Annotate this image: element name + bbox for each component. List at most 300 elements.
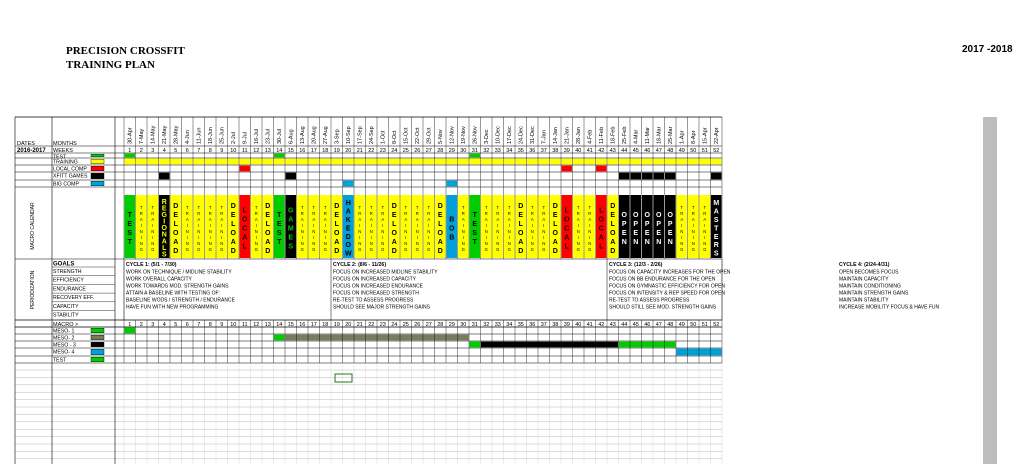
macro-week-number: 16 xyxy=(299,322,306,328)
cycle-goal-text: MAINTAIN CAPACITY xyxy=(839,276,889,283)
week-number: 33 xyxy=(494,148,501,154)
week-block-letter: I xyxy=(152,235,154,241)
macro-week-number: 21 xyxy=(356,322,363,328)
calendar-cell-filled xyxy=(654,159,665,165)
week-date-label: 11-Jun xyxy=(196,127,203,144)
week-block-letter: D xyxy=(610,247,616,255)
week-block-letter: D xyxy=(610,202,616,210)
macro-week-number: 48 xyxy=(667,322,674,328)
cycle-goal-text: SHOULD SEE MAJOR STRENGTH GAINS xyxy=(333,304,430,311)
week-block-letter: I xyxy=(313,235,315,241)
week-block-letter: A xyxy=(173,238,179,246)
week-block-letter: G xyxy=(358,247,362,253)
legend-swatch xyxy=(91,173,104,179)
week-block-letter: E xyxy=(161,205,167,213)
week-block-letter: E xyxy=(610,211,616,219)
meso-row-label: MESO - 3 xyxy=(53,342,76,349)
week-block-letter: D xyxy=(173,202,179,210)
week-number: 48 xyxy=(667,148,674,154)
week-block-letter: N xyxy=(208,229,212,235)
week-block-letter: G xyxy=(703,247,707,253)
week-number: 25 xyxy=(402,148,409,154)
week-block-letter: N xyxy=(220,229,224,235)
week-date-label: 6-Aug xyxy=(288,129,295,144)
week-block-letter: D xyxy=(334,202,340,210)
week-block-letter: I xyxy=(462,235,464,241)
cycle-goal-text: BASELINE WODS / STRENGTH / ENDURANCE xyxy=(126,297,235,304)
macro-week-number: 15 xyxy=(287,322,294,328)
week-block-letter: L xyxy=(564,207,569,215)
week-block-letter: I xyxy=(681,235,683,241)
week-block-letter: T xyxy=(277,211,282,219)
week-block-letter: D xyxy=(265,247,271,255)
week-date-label: 27-Aug xyxy=(323,126,329,144)
legend-swatch xyxy=(91,349,104,355)
week-block-letter: A xyxy=(381,217,385,223)
week-block-letter: N xyxy=(185,229,189,235)
macro-week-number: 50 xyxy=(690,322,697,328)
week-block-letter: I xyxy=(209,223,211,229)
week-block-letter: E xyxy=(621,229,627,237)
week-block-letter: G xyxy=(254,247,258,253)
week-block-letter: M xyxy=(287,225,294,233)
macro-week-number: 6 xyxy=(185,322,189,328)
week-date-label: 18-Feb xyxy=(610,126,617,144)
week-block-letter: I xyxy=(140,223,142,229)
week-block-letter: G xyxy=(404,247,408,253)
week-date-label: 11-Feb xyxy=(599,126,605,144)
week-date-label: 17-Dec xyxy=(507,126,513,144)
calendar-cell-filled xyxy=(550,159,561,165)
macro-week-number: 43 xyxy=(609,322,616,328)
week-block-letter: T xyxy=(576,205,580,211)
week-block-letter: N xyxy=(461,241,465,247)
calendar-cell-filled xyxy=(619,159,630,165)
week-date-label: 10-Sep xyxy=(346,126,352,144)
calendar-cell-filled xyxy=(378,159,389,165)
goal-label: EFFICIENCY xyxy=(53,277,84,284)
week-block-letter: N xyxy=(323,229,327,235)
week-block-letter: I xyxy=(163,218,166,226)
legend-swatch xyxy=(91,357,104,362)
week-block-letter: S xyxy=(276,229,282,237)
week-block-letter: D xyxy=(334,247,340,255)
week-date-label: 3-Dec xyxy=(484,129,490,144)
week-block-letter: G xyxy=(369,247,373,253)
cycle-goal-text: FOCUS ON INCREASED ENDURANCE xyxy=(333,283,424,290)
calendar-cell-filled xyxy=(424,159,435,165)
macro-week-number: 33 xyxy=(494,322,501,328)
macro-week-number: 3 xyxy=(151,322,155,328)
week-date-label: 15-Apr xyxy=(702,127,709,144)
column-scroll-gutter xyxy=(983,117,997,464)
calendar-cell-filled xyxy=(711,173,722,180)
legend-swatch xyxy=(91,154,104,157)
week-block-letter: N xyxy=(656,238,662,246)
cycle-title: CYCLE 2: (8/6 - 11/26) xyxy=(333,262,387,268)
cycle-title: CYCLE 4: (2/24-4/31) xyxy=(839,262,890,268)
week-block-letter: E xyxy=(276,220,282,228)
week-number: 29 xyxy=(448,148,455,154)
macro-week-number: 36 xyxy=(529,322,536,328)
meso-bar xyxy=(124,328,135,334)
legend-swatch xyxy=(91,342,104,347)
week-block-letter: G xyxy=(427,247,431,253)
week-block-letter: I xyxy=(681,223,683,229)
week-date-label: 25-Jun xyxy=(219,127,226,144)
week-block-letter: N xyxy=(530,241,534,247)
week-block-letter: I xyxy=(462,223,464,229)
week-block-letter: N xyxy=(220,241,224,247)
macro-week-number: 18 xyxy=(322,322,329,328)
week-number: 36 xyxy=(529,148,536,154)
week-block-letter: N xyxy=(312,241,316,247)
meso-row-label: MESO- 4 xyxy=(53,349,75,356)
week-block-letter: N xyxy=(415,229,419,235)
week-block-letter: R xyxy=(680,211,684,217)
week-block-letter: O xyxy=(334,229,340,237)
macro-week-number: 37 xyxy=(540,322,547,328)
week-block-letter: A xyxy=(437,238,443,246)
week-block-letter: T xyxy=(197,205,201,211)
week-block-letter: A xyxy=(598,234,604,242)
calendar-cell-filled xyxy=(205,159,216,165)
macro-week-number: 31 xyxy=(471,322,478,328)
week-block-letter: A xyxy=(427,217,431,223)
week-block-letter: E xyxy=(713,233,719,241)
cycle-goal-text: MAINTAIN CONDITIONING xyxy=(839,283,901,290)
week-block-letter: N xyxy=(208,241,212,247)
macro-week-number: 39 xyxy=(563,322,570,328)
week-block-letter: E xyxy=(656,229,662,237)
week-block-letter: D xyxy=(552,247,558,255)
week-block-letter: R xyxy=(691,211,695,217)
calendar-cell-filled xyxy=(585,159,596,165)
week-number: 5 xyxy=(174,148,178,154)
week-block-letter: A xyxy=(484,217,488,223)
week-block-letter: R xyxy=(300,211,304,217)
cycle-goal-text: FOCUS ON INCREASED CAPACITY xyxy=(333,276,416,283)
week-block-letter: I xyxy=(359,235,361,241)
calendar-cell-filled xyxy=(665,173,676,180)
week-date-label: 21-May xyxy=(162,125,168,144)
week-block-letter: I xyxy=(508,235,510,241)
macro-week-number: 19 xyxy=(333,322,340,328)
calendar-row-label: TRAINING xyxy=(53,159,78,166)
week-block-letter: G xyxy=(496,247,500,253)
week-number: 32 xyxy=(483,148,490,154)
calendar-cell-filled xyxy=(401,159,412,165)
week-block-letter: R xyxy=(161,198,167,206)
week-block-letter: I xyxy=(543,223,545,229)
week-number: 16 xyxy=(299,148,306,154)
macro-week-number: 7 xyxy=(197,322,201,328)
week-date-label: 30-Apr xyxy=(127,127,134,144)
week-block-letter: T xyxy=(312,205,316,211)
week-block-letter: L xyxy=(231,220,236,228)
week-number: 31 xyxy=(471,148,478,154)
week-block-letter: O xyxy=(644,211,650,219)
meso-row-label: TEST xyxy=(53,357,67,364)
week-date-label: 9-Jul xyxy=(242,132,249,144)
week-block-letter: N xyxy=(254,241,258,247)
week-block-letter: R xyxy=(507,211,511,217)
week-block-letter: A xyxy=(151,217,155,223)
calendar-cell-filled xyxy=(343,181,354,187)
macro-week-number: 25 xyxy=(402,322,409,328)
calendar-cell-filled xyxy=(159,159,170,165)
macro-week-number: 42 xyxy=(598,322,605,328)
week-block-letter: T xyxy=(185,205,189,211)
week-block-letter: O xyxy=(598,216,604,224)
week-block-letter: A xyxy=(461,217,465,223)
calendar-row-label: BIG COMP xyxy=(53,181,79,188)
week-block-letter: G xyxy=(484,247,488,253)
macro-week-number: 52 xyxy=(713,322,720,328)
calendar-cell-filled xyxy=(642,173,653,180)
week-block-letter: E xyxy=(644,229,650,237)
calendar-cell-filled xyxy=(677,159,688,165)
week-block-letter: T xyxy=(127,211,132,219)
week-block-letter: I xyxy=(428,235,430,241)
week-block-letter: N xyxy=(542,229,546,235)
week-date-label: 4-Mar xyxy=(633,129,640,144)
calendar-cell-filled xyxy=(194,159,205,165)
macro-week-number: 20 xyxy=(345,322,352,328)
calendar-cell-filled xyxy=(608,159,619,165)
week-block-letter: N xyxy=(703,241,707,247)
calendar-cell-filled xyxy=(654,173,665,180)
legend-swatch xyxy=(91,166,104,171)
week-block-letter: I xyxy=(543,235,545,241)
week-block-letter: N xyxy=(185,241,189,247)
week-block-letter: R xyxy=(185,211,189,217)
week-block-letter: R xyxy=(484,211,488,217)
week-block-letter: A xyxy=(369,217,373,223)
week-block-letter: E xyxy=(437,211,443,219)
week-block-letter: N xyxy=(496,241,500,247)
week-number: 27 xyxy=(425,148,432,154)
week-number: 50 xyxy=(690,148,697,154)
week-block-letter: N xyxy=(588,229,592,235)
week-block-letter: D xyxy=(391,202,397,210)
week-block-letter: O xyxy=(449,225,455,233)
macro-week-number: 8 xyxy=(208,322,212,328)
week-number: 1 xyxy=(128,148,132,154)
macro-week-number: 2 xyxy=(139,322,143,328)
week-block-letter: R xyxy=(220,211,224,217)
week-number: 39 xyxy=(563,148,570,154)
calendar-cell-filled xyxy=(573,159,584,165)
calendar-cell-filled xyxy=(700,159,711,165)
macro-week-number: 34 xyxy=(506,322,513,328)
week-date-label: 11-Mar xyxy=(645,126,651,144)
week-block-letter: I xyxy=(497,223,499,229)
week-block-letter: I xyxy=(370,235,372,241)
calendar-cell-filled xyxy=(504,159,515,165)
week-number: 2 xyxy=(139,148,143,154)
week-block-letter: A xyxy=(564,234,570,242)
week-block-letter: P xyxy=(621,220,627,228)
week-block-letter: R xyxy=(208,211,212,217)
calendar-cell-filled xyxy=(527,159,538,165)
week-block-letter: T xyxy=(680,205,684,211)
week-block-letter: R xyxy=(713,242,719,250)
plan-year: 2017 -2018 xyxy=(962,44,1013,55)
week-block-letter: L xyxy=(162,244,167,252)
week-block-letter: A xyxy=(610,238,616,246)
calendar-row-label: XFITT GAMES xyxy=(53,173,88,180)
week-block-letter: G xyxy=(312,247,316,253)
week-block-letter: A xyxy=(288,216,294,224)
week-block-letter: R xyxy=(588,211,592,217)
week-date-label: 18-Jun xyxy=(208,127,214,144)
week-date-label: 7-May xyxy=(139,128,145,144)
week-block-letter: C xyxy=(598,225,604,233)
macro-week-number: 51 xyxy=(701,322,708,328)
week-date-label: 15-Oct xyxy=(403,127,410,144)
calendar-cell-filled xyxy=(481,159,492,165)
week-date-label: 1-Apr xyxy=(679,130,686,144)
week-block-letter: I xyxy=(497,235,499,241)
week-date-label: 18-Mar xyxy=(656,126,663,144)
week-block-letter: E xyxy=(288,234,294,242)
week-number: 43 xyxy=(609,148,616,154)
week-block-letter: I xyxy=(405,235,407,241)
week-block-letter: I xyxy=(324,235,326,241)
week-number: 26 xyxy=(414,148,421,154)
week-block-letter: L xyxy=(334,220,339,228)
week-block-letter: O xyxy=(242,216,248,224)
meso-row-label: MESO- 1 xyxy=(53,328,75,335)
week-block-letter: N xyxy=(633,238,639,246)
week-block-letter: I xyxy=(301,223,303,229)
week-block-letter: G xyxy=(197,247,201,253)
week-block-letter: T xyxy=(139,205,143,211)
week-number: 9 xyxy=(220,148,224,154)
week-block-letter: T xyxy=(496,205,500,211)
calendar-cell-filled xyxy=(562,159,573,165)
week-block-letter: N xyxy=(484,241,488,247)
week-block-letter: N xyxy=(542,241,546,247)
cycle-goal-text: OPEN BECOMES FOCUS xyxy=(839,269,899,276)
week-block-letter: I xyxy=(382,235,384,241)
macro-week-number: 12 xyxy=(253,322,260,328)
week-block-letter: R xyxy=(427,211,431,217)
week-block-letter: O xyxy=(345,242,351,250)
week-block-letter: G xyxy=(139,247,143,253)
week-block-letter: R xyxy=(404,211,408,217)
calendar-cell-filled xyxy=(447,159,458,165)
months-label: MONTHS xyxy=(53,141,77,147)
week-block-letter: E xyxy=(633,229,639,237)
calendar-cell-filled xyxy=(159,173,170,180)
macro-week-number: 46 xyxy=(644,322,651,328)
calendar-cell-filled xyxy=(688,159,699,165)
selected-cell[interactable] xyxy=(335,374,352,382)
week-block-letter: O xyxy=(633,211,639,219)
week-block-letter: R xyxy=(197,211,201,217)
macro-week-number: 26 xyxy=(414,322,421,328)
week-block-letter: A xyxy=(358,217,362,223)
week-block-letter: D xyxy=(552,202,558,210)
macro-label: MACRO > xyxy=(53,322,79,328)
week-block-letter: D xyxy=(437,247,443,255)
week-block-letter: G xyxy=(680,247,684,253)
week-block-letter: I xyxy=(577,223,579,229)
week-block-letter: A xyxy=(552,238,558,246)
week-block-letter: A xyxy=(691,217,695,223)
week-block-letter: I xyxy=(324,223,326,229)
calendar-cell-filled xyxy=(412,159,423,165)
calendar-cell-filled xyxy=(125,159,136,165)
week-block-letter: O xyxy=(564,216,570,224)
week-date-label: 22-Oct xyxy=(415,127,421,144)
macro-week-number: 47 xyxy=(655,322,662,328)
week-date-label: 14-Jan xyxy=(553,127,559,144)
week-block-letter: N xyxy=(507,229,511,235)
week-block-letter: A xyxy=(496,217,500,223)
cycle-goal-text: RE-TEST TO ASSESS PROGRESS xyxy=(609,297,690,304)
macro-calendar-label: MACRO CALENDAR xyxy=(30,202,36,250)
week-block-letter: E xyxy=(230,211,236,219)
week-date-label: 1-Oct xyxy=(380,130,387,144)
week-block-letter: I xyxy=(405,223,407,229)
week-date-label: 4-Feb xyxy=(587,129,594,144)
week-block-letter: G xyxy=(415,247,419,253)
week-block-letter: L xyxy=(242,243,247,251)
cycle-goal-text: WORK TOWARDS MOD. STRENGTH GAINS xyxy=(126,283,229,290)
week-date-label: 29-Oct xyxy=(426,127,433,144)
week-block-letter: S xyxy=(127,229,133,237)
week-block-letter: O xyxy=(173,229,179,237)
week-block-letter: P xyxy=(667,220,673,228)
week-block-letter: A xyxy=(507,217,511,223)
week-date-label: 2-Jul xyxy=(231,132,237,144)
week-block-letter: T xyxy=(151,205,155,211)
week-date-label: 17-Sep xyxy=(357,126,364,144)
week-date-label: 10-Dec xyxy=(495,126,502,144)
week-number: 47 xyxy=(655,148,662,154)
macro-week-number: 32 xyxy=(483,322,490,328)
week-block-letter: N xyxy=(381,229,385,235)
week-date-label: 21-Jan xyxy=(564,127,571,144)
dates-label: DATES xyxy=(17,141,35,147)
week-block-letter: T xyxy=(542,205,546,211)
week-block-letter: C xyxy=(564,225,570,233)
goal-label: CAPACITY xyxy=(53,303,79,310)
week-block-letter: A xyxy=(185,217,189,223)
week-date-label: 25-Mar xyxy=(668,126,674,144)
week-block-letter: I xyxy=(704,235,706,241)
cycle-goal-text: SHOULD STILL SEE MOD. STRENGTH GAINS xyxy=(609,304,717,311)
week-block-letter: I xyxy=(692,223,694,229)
week-number: 10 xyxy=(230,148,237,154)
week-block-letter: R xyxy=(369,211,373,217)
macro-week-number: 9 xyxy=(220,322,224,328)
week-number: 41 xyxy=(586,148,593,154)
macro-week-number: 49 xyxy=(678,322,685,328)
macro-week-number: 22 xyxy=(368,322,375,328)
week-block-letter: N xyxy=(139,241,143,247)
week-date-label: 31-Dec xyxy=(530,126,536,144)
week-block-letter: I xyxy=(301,235,303,241)
week-block-letter: A xyxy=(242,234,248,242)
macro-week-number: 17 xyxy=(310,322,317,328)
week-block-letter: O xyxy=(656,211,662,219)
calendar-cell-filled xyxy=(366,159,377,165)
week-block-letter: E xyxy=(472,220,478,228)
